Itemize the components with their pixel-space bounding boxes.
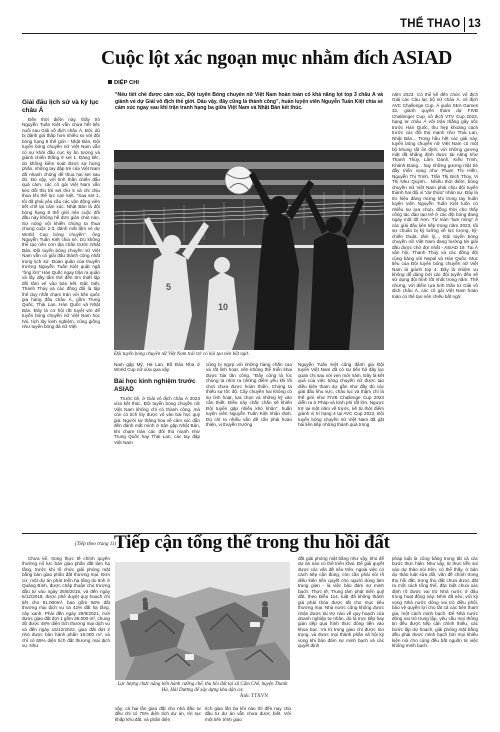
section-name: THỂ THAO	[400, 18, 461, 30]
article-2-col1: Chưa kể, trong thực tế chính quyền thường nổ lực bàn giao phần đất làm hạ tầng, trước khi tổ chức giải phóng mặt bằng bàn giao phần đất thương mại. Đơn cử, một dự án phát triển hạ tầng do tỉnh ở Quảng Bình, được chấp thuận chủ trương đầu tư vào ngày 26/8/2016, và đến ngày 5/12/2018, được phê duyệt quy hoạch chi tiết cho 81.000m², bao gồm 56% đất thương mại dịch vụ và 42% đất hạ tầng, cây xanh. Phải đến ngày 29/9/2021, mới được giao đất đợt 1 gồm 36.000 m², chung độ được 48% diện tích thương mại dịch vụ và đến ngày 15/12/2022, giao đất đợt 2 nhỏ được bàn hành phần 18.000 m², và chỉ có 65% diện tích đất thương mại dịch vụ. Như	[22, 556, 110, 649]
article-1-col4: Nguyễn Tuấn Kiệt cũng đánh giá Đội tuyển Việt Nam đã có sự tiến bộ đây lạc quan chị sau với vẹn mới năm. Đây là kết quả của việc bóng chuyền nữ được tạo điều kiện tham dự gần như đầy đủ các giải đấu khu vực, châu lục và thậm chí là thế giới như FIVB Challenge Cup 2023 diễn ra ở Pháp và kinh phí rất lớn. Ngược trở lại một năm về trước, kế từ thời điểm giành vị trí hạng 4 tại AVC Cup 2022, Đội tuyển bóng chuyền nữ Việt Nam đã gặt hái liên tiếp những thành quả trong	[298, 362, 384, 427]
article-1-col5: năm 2023. Có thể kể đến chức vô địch Giải các Câu lạc bộ nữ châu Á, vô địch AVC Challenge Cup, Á quân SEA Games 32, giành quyền tham dự FIVB Challenger Cup, vô địch VTV Cup 2023, hạng tư châu Á với trận thắng gây sốc trước Hàn Quốc, thu hẹp khoảng cách trước các đối thủ mạnh như Thái Lan, Nhật Bản... Trong hầu hết các giải này, tuyển bóng chuyền nữ Việt Nam có một bộ khung rất ổn định, với những gương mặt đã khẳng định được tài năng như Thanh Thúy, Lâm Oanh, Kiều Trinh, Khánh Đang... hay những gương mặt trẻ đầy triển vọng như Phạm Thị Hiền, Nguyễn Thị Trinh, Trần Thị Bích Thủy, Vi Thị Như Quỳnh... Nhiều thời điểm, bóng chuyền nữ Việt Nam phải chịu đội tuyển thành hai đội vì “dư thừa” nhân sự. Đây là tín hiệu đáng mừng khi trong tay huấn luyện viên Nguyễn Tuấn Kiệt luôn có nhiều sự lựa chọn, đồng thời cho thấy công tác đào tạo trẻ ở các đội bóng đang ngày một tốt hơn. Từ màn “lam nóng” ở các giải đấu liên tiếp trong năm 2023, tôi sự chuẩn bị kỹ lưỡng về lực lượng, kỹ-chiến thuật, tâm lý..., Đội tuyển bóng chuyền nữ Việt Nam đang hướng tới giải đấu được chờ đợi nhất - ASIAD 19. Tại Á vận hội, Thanh Thúy và các đồng đội cùng bảng với Nepal và Hàn Quốc. Mục tiêu của Đội tuyển bóng chuyền nữ Việt Nam là giành top 4. Đây là nhiệm vụ không dễ dàng bởi các đội tuyển đều sẽ sử dụng đội hình tốt nhất trong năm. Thế nhưng, với điểm tựa tinh thần từ Giải vô địch châu Á, các cô gái Việt Nam hoàn toàn có thể tạo nên chiếu bất ngờ.	[392, 92, 478, 299]
volleyball-photo	[114, 150, 384, 350]
byline-square-icon	[108, 80, 112, 84]
article-1-col2-b: Trước tiê, ở Giải vô địch châu Á 2023 vừa kết thúc, Đội tuyển bóng chuyền nữ Việt Nam không chỉ có thành công, mà còn có tích lũy được vô vàn bài học quý giá. Người sự thăng hoa về cảm xúc dẫn đến đánh mất mình ở trận gặp Nhật Bản, khi chạm trán các đối thủ mạnh như Trung Quốc hay Thái Lan, các tay đập Việt Nam	[114, 396, 200, 445]
continued-from: (Tiếp theo trang 11)	[75, 541, 117, 547]
article-1-col1: Đến thời điểm này, thầy trò Nguyễn Tuấn Kiệt vẫn chưa hết tiếc nuối sau Giải vô địch châu Á. Bởi, dù bị đánh giá thấp hơn nhiều so với đội bóng hạng 8 thế giới - Nhật Bản, Đội tuyển bóng chuyền nữ Việt Nam vẫn có sự khởi đầu cực kỳ ấn tượng và giành chiến thắng ở set 1. Đáng tiếc, do không kiểm soát được sự hưng phấn, những tay đập trẻ của Việt Nam đã nhanh chóng để thua hai set sau đó. Dù vậy, với tinh thần chiến đấu quả cảm, các cô gái Việt Nam vẫn kéo đối thủ tới set thứ 5 và chỉ chịu thua khi thể lực cạn kiệt. “Sau set 1, tôi đã phải yêu cầu các vận động viên tiết chế lại cảm xúc. Nhật Bản là đội bóng hạng 8 thế giới nên cuộc đối đầu này không hề đơn giản chút nào. Sự nóng vội khiến chúng ta thua chung cuộc 2-3, đánh mất tấm vé dự World Cup bóng chuyền”, ông Nguyễn Tuấn Kiệt chia sẻ. Dù không thể tạo nên cơn địa chấn trước Nhật Bản, Đội tuyển bóng chuyền nữ Việt Nam vẫn có giải đấu thành công nhất trong lịch sử. Đoàn quân của thuyền trưởng Nguyễn Tuấn Kiệt quật ngã “ông lớn” Hàn Quốc ngay trận ra quân và lấy đầy tấm thẻ đến tìm thiết lập đối tầm vé vào bán kết. Đặc biệt, Thanh Thúy và các đồng đội là tập thể duy nhất chạm trán với bốn quốc gia hàng đầu châu Á, gồm Trung Quốc, Thái Lan, Hàn Quốc và Nhật Bản. Đây là cơ hội rất tuyệt vời để tuyển bóng chuyền nữ Việt Nam học hỏi, tích lũy kinh nghiệm, cũng giống như tuyển bóng đá nữ Việt	[22, 117, 100, 330]
section-header	[0, 0, 500, 30]
sub-heading: Bài học kinh nghiệm trước ASIAD	[114, 378, 196, 393]
side-heading: Giải đấu lịch sử và kỳ lục châu Á	[22, 99, 99, 114]
article-1-lead: “Nếu tiết chế được cảm xúc, Đội tuyển Bóng chuyền nữ Việt Nam hoàn toàn có khả năng lọt top 3 châu Á và giành vé dự Giải vô địch thế giới. Dấu vậy, đây cũng là thành công”, huấn luyện viên Nguyễn Tuấn Kiệt chia sẻ cảm xúc ngay sau khi trận tranh hạng ba giữa Việt Nam và Nhật Bản kết thúc.	[115, 92, 383, 111]
svg-text:10: 10	[218, 302, 229, 312]
article-1-col3: cũng bị ngợp với những hàng chắn cao và rất linh hoạt, nên không thể triển khai được bài tấn công. “Đây cũng là lúc chúng ta nhìn ra những điểm yếu khi lối chơi chưa được hoàn thiện. Chúng ta thiếu sự tốc độ. Cây chuyền hai không có sự linh hoạt, lựa chọn và những kỹ xảo cần thiết. Điều này chắc chắn sẽ khiến Đội tuyển gặp nhiều khó khăn”, huấn luyện viên Nguyễn Tuấn Kiệt nhận định. Dù chỉ ra nhiều vấn đề cần phải hoàn thiện, vị thuyền trưởng	[206, 362, 292, 427]
article-1-col2-a: Nam gặp Mỹ, Hà Lan, Bồ Đào Nha ở World Cup nữ vừa qua vậy.	[114, 362, 200, 373]
article-2-col3: tích giao lần ba khi nào thì đến nay chủ đầu tư dự án vẫn chưa được biết. Với một tiến trình giao	[205, 706, 291, 722]
byline: DIỆP CHI	[108, 80, 139, 86]
land-clearance-photo-image	[115, 562, 290, 680]
article-1-title: Cuộc lột xác ngoạn mục nhằm đích ASIAD	[101, 48, 453, 69]
article-2-col5: pháp luật là công bằng trong tất cả các bước thực hiện. Như vậy, từ thực tiễn soi vào dự thảo nói trên, có thể thấy, ở bản dự thảo luật sửa đổi, vấn đề chính trong thu hồi đất, trong thu đất chưa được đặt ra một cách tổng thể, đặc biệt chưa xác định rõ được vai trò Nhà nước ở đâu trong hoạt động này. Nhìn đã nêu, với kỳ vọng Nhà nước đóng vai trò điều phối, bảo vệ quyền lợi cho tất cả các bên tham gia, một cách minh bạch. Để Nhà nước đóng vai trò trung lập, yêu cầu mọi thông tin đều được tiếp cận chính thiếu, các bước lập dự hoạch, giải phóng mặt bằng đều phải được minh bạch bởi mọi khiếu kiện nói cho cùng đều bắt nguồn từ việc không minh bạch.	[392, 556, 478, 649]
volleyball-photo-image	[114, 150, 384, 350]
photo-credit: Ảnh: TTXVN	[239, 694, 268, 699]
header-rule	[22, 33, 477, 34]
header-separator	[464, 17, 465, 32]
article-2-col4: đất giải phóng mặt bằng như vậy, khó để dự án nào có thể triển khai. Để giải quyết được các vấn đề nêu trên, ngoài việc có cách tiếp cận đúng, còn cần phải nói rõ điều kiện tiên quyết cho người dùng làm trung gian - là việc bảo đảm sự minh bạch. Thực tế, Trung tâm phát triển quỹ đất, theo Điều 114, luật đã không thành giá phải thỏa được tất cho mục tiêu thương mại. Nhà nước cũng không được nhận được tài trợ nào về quy hoạch của doanh nghiệp tư nhân, dù là trực tiếp hay gián tiếp qua hình thức đóng tiền vào khoa bạc. Và trị trong giao chỉ được tòn trọng, và được mọi thành phần xã hội kỳ vọng khi bảo đảm sự minh bạch và các quyết định	[298, 556, 384, 649]
page-number: 13	[468, 18, 481, 30]
land-clearance-photo	[115, 562, 290, 680]
article-2-col2: vậy, cả hai lần giao đất cho nhà đầu tư đều chỉ có 75% diện tích dự án, rời rạc khắp khu đất, và phần diện	[115, 706, 201, 722]
land-clearance-photo-caption: Lực lượng chức năng tiến hành cưỡng chế, thu hồi đất tại xã Cẩm Chế, huyện Thanh Hà, Hải Dương để xây dựng khu dân cư. Ảnh: TTXVN	[115, 682, 290, 700]
svg-text:5: 5	[166, 282, 172, 292]
article-2-title: Tiếp cận tổng thể trong thu hồi đất	[114, 532, 390, 553]
volleyball-photo-caption: Đội tuyển bóng chuyền nữ Việt Nam trải trẻ có hội tạo nên bất ngờ.	[114, 352, 250, 357]
